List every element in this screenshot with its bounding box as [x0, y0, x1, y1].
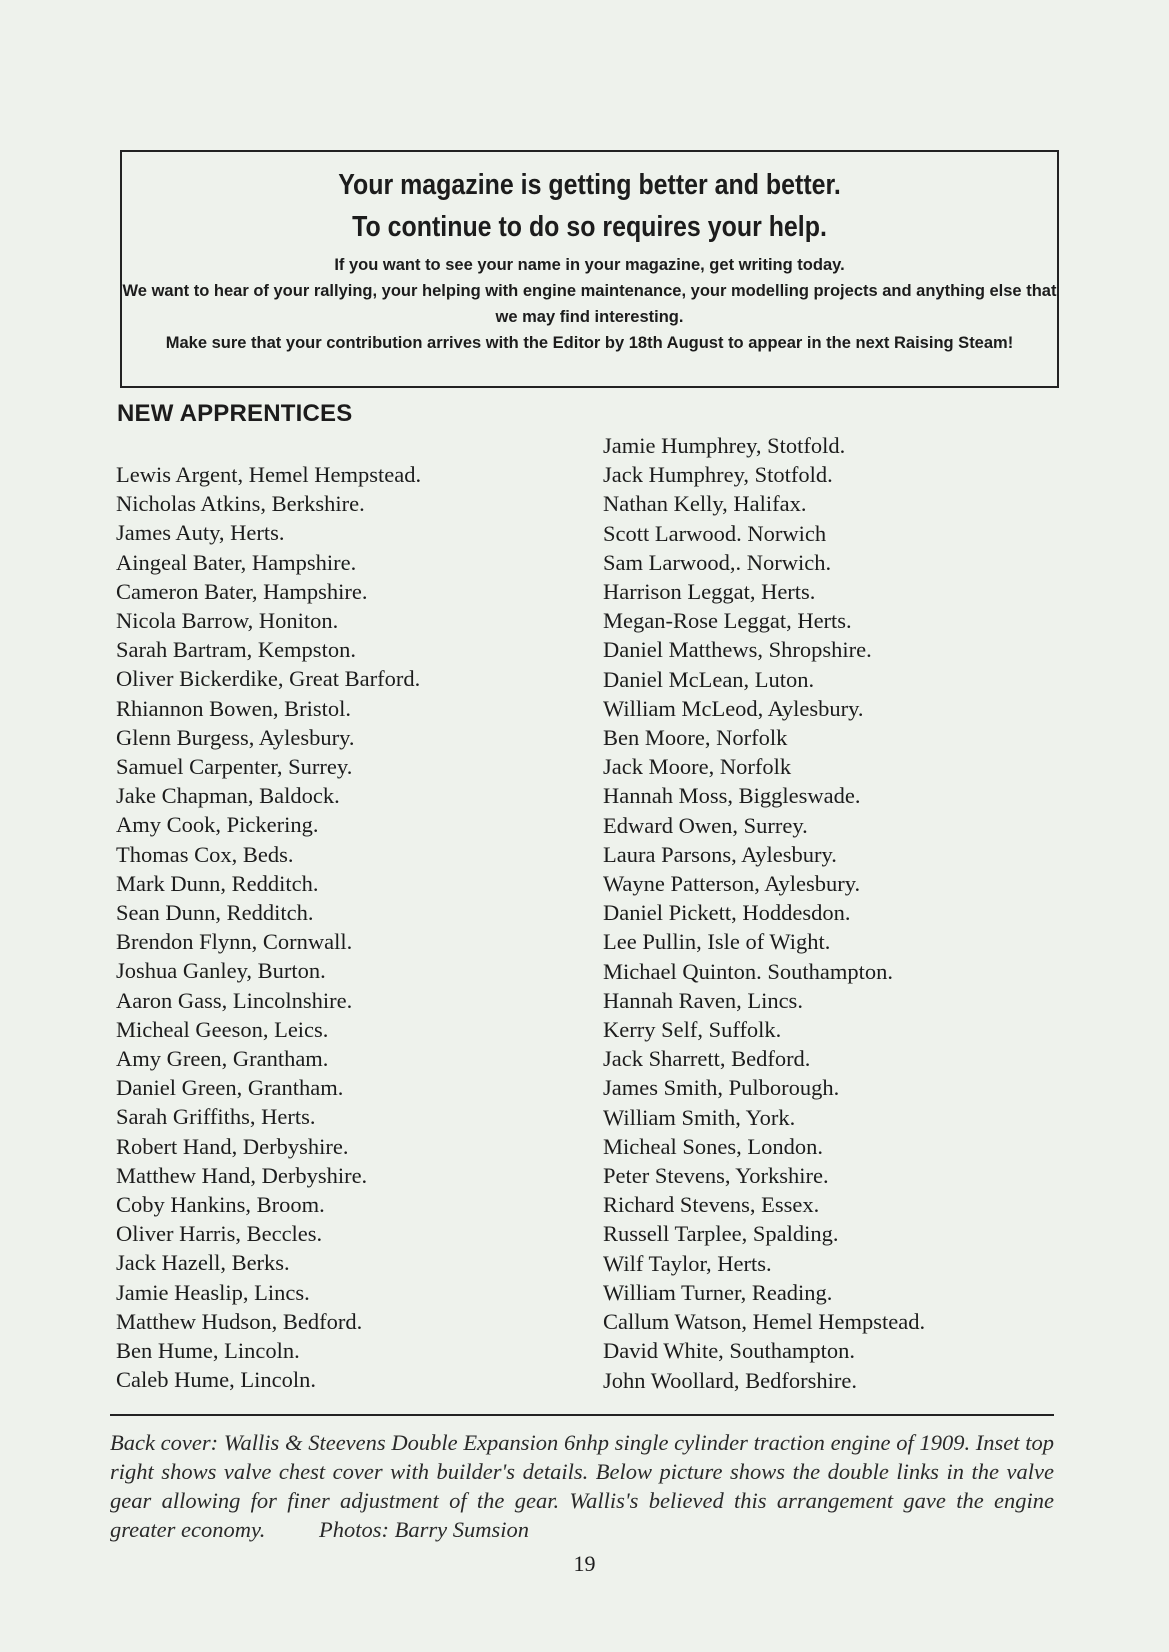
apprentice-entry: Cameron Bater, Hampshire.	[116, 578, 368, 604]
apprentice-entry: William Turner, Reading.	[603, 1279, 833, 1305]
apprentice-entry: Coby Hankins, Broom.	[116, 1192, 325, 1218]
apprentice-entry: Samuel Carpenter, Surrey.	[116, 754, 353, 780]
apprentice-entry: Daniel Pickett, Hoddesdon.	[603, 900, 851, 926]
notice-line-2: We want to hear of your rallying, your helping with engine maintenance, your modelling projects and anything else that we may find interesting.	[122, 282, 1057, 326]
apprentice-entry: Micheal Sones, London.	[603, 1133, 823, 1159]
apprentice-entry: Matthew Hudson, Bedford.	[116, 1308, 363, 1334]
apprentice-entry: Mark Dunn, Redditch.	[116, 870, 319, 896]
apprentice-entry: Micheal Geeson, Leics.	[116, 1016, 329, 1042]
apprentice-entry: Jack Hazell, Berks.	[116, 1250, 290, 1276]
apprentice-entry: James Auty, Herts.	[116, 520, 285, 546]
apprentice-entry: Nathan Kelly, Halifax.	[603, 491, 807, 517]
notice-line-1: If you want to see your name in your magazine, get writing today.	[334, 256, 845, 274]
apprentice-entry: Jamie Humphrey, Stotfold.	[603, 433, 846, 458]
editor-notice-box	[120, 150, 1059, 388]
apprentice-entry: Aingeal Bater, Hampshire.	[116, 549, 357, 575]
apprentice-entry: Lee Pullin, Isle of Wight.	[603, 929, 831, 955]
apprentice-entry: Rhiannon Bowen, Bristol.	[116, 695, 351, 721]
apprentice-entry: Richard Stevens, Essex.	[603, 1192, 820, 1218]
apprentice-entry: Scott Larwood. Norwich	[603, 520, 827, 546]
apprentices-list-left	[116, 460, 421, 1395]
apprentice-entry: Sarah Bartram, Kempston.	[116, 637, 356, 663]
apprentice-entry: James Smith, Pulborough.	[603, 1075, 840, 1101]
apprentice-entry: Wayne Patterson, Aylesbury.	[603, 871, 861, 897]
apprentice-entry: Sean Dunn, Redditch.	[116, 900, 314, 926]
apprentice-entry: Harrison Leggat, Herts.	[603, 579, 816, 605]
apprentice-entry: Russell Tarplee, Spalding.	[603, 1221, 839, 1247]
section-heading: NEW APPRENTICES	[117, 400, 353, 427]
apprentice-entry: Amy Cook, Pickering.	[116, 812, 319, 838]
apprentice-entry: Amy Green, Grantham.	[116, 1046, 329, 1072]
apprentice-entry: John Woollard, Bedforshire.	[603, 1367, 857, 1393]
notice-headline-2: To continue to do so requires your help.	[352, 211, 827, 243]
apprentice-entry: Nicola Barrow, Honiton.	[116, 608, 339, 634]
apprentice-entry: Oliver Harris, Beccles.	[116, 1221, 323, 1247]
divider-line	[110, 1414, 1054, 1416]
apprentice-entry: David White, Southampton.	[603, 1338, 856, 1364]
apprentice-entry: William McLeod, Aylesbury.	[603, 695, 864, 721]
photo-credit: Photos: Barry Sumsion	[319, 1517, 529, 1542]
apprentice-entry: Jamie Heaslip, Lincs.	[116, 1279, 310, 1305]
apprentice-entry: Laura Parsons, Aylesbury.	[603, 841, 837, 867]
apprentice-entry: William Smith, York.	[603, 1104, 796, 1130]
apprentice-entry: Ben Hume, Lincoln.	[116, 1338, 300, 1364]
apprentice-entry: Matthew Hand, Derbyshire.	[116, 1162, 368, 1188]
apprentice-entry: Jack Moore, Norfolk	[603, 754, 792, 780]
caption-text: Back cover: Wallis & Steevens Double Expansion 6nhp single cylinder traction engine of 1909. Inset top right shows valve chest cover with builder's details. Below picture shows the double links in the valve gear allowing for finer adjustment of the gear. Wallis's believed this arrangement gave the engine greater economy.	[110, 1430, 1054, 1542]
apprentice-entry: Nicholas Atkins, Berkshire.	[116, 491, 365, 517]
apprentice-entry: Daniel McLean, Luton.	[603, 666, 815, 692]
apprentice-entry: Lewis Argent, Hemel Hempstead.	[116, 462, 422, 487]
apprentice-entry: Joshua Ganley, Burton.	[116, 958, 326, 984]
apprentice-entry: Sam Larwood,. Norwich.	[603, 549, 832, 575]
apprentice-entry: Jake Chapman, Baldock.	[116, 783, 340, 809]
apprentice-entry: Robert Hand, Derbyshire.	[116, 1133, 349, 1159]
apprentice-entry: Caleb Hume, Lincoln.	[116, 1367, 316, 1393]
apprentice-entry: Jack Sharrett, Bedford.	[603, 1046, 811, 1072]
apprentice-entry: Daniel Matthews, Shropshire.	[603, 637, 872, 663]
apprentice-entry: Wilf Taylor, Herts.	[603, 1250, 772, 1276]
apprentice-entry: Oliver Bickerdike, Great Barford.	[116, 666, 421, 692]
back-cover-caption	[110, 1428, 1054, 1544]
apprentice-entry: Peter Stevens, Yorkshire.	[603, 1163, 829, 1189]
apprentice-entry: Brendon Flynn, Cornwall.	[116, 929, 353, 955]
apprentice-entry: Aaron Gass, Lincolnshire.	[116, 987, 353, 1013]
notice-line-3: Make sure that your contribution arrives with the Editor by 18th August to appear in the next Raising Steam!	[165, 334, 1014, 352]
apprentice-entry: Kerry Self, Suffolk.	[603, 1017, 782, 1043]
notice-headline-1: Your magazine is getting better and better.	[338, 169, 841, 201]
page-number: 19	[573, 1551, 596, 1576]
apprentice-entry: Callum Watson, Hemel Hempstead.	[603, 1309, 926, 1335]
apprentice-entry: Sarah Griffiths, Herts.	[116, 1104, 316, 1130]
apprentice-entry: Michael Quinton. Southampton.	[603, 958, 893, 984]
apprentice-entry: Glenn Burgess, Aylesbury.	[116, 724, 355, 750]
apprentice-entry: Jack Humphrey, Stotfold.	[603, 462, 833, 488]
apprentice-entry: Ben Moore, Norfolk	[603, 725, 788, 751]
apprentice-entry: Thomas Cox, Beds.	[116, 841, 294, 867]
apprentice-entry: Daniel Green, Grantham.	[116, 1075, 344, 1101]
apprentice-entry: Hannah Raven, Lincs.	[603, 987, 803, 1013]
apprentices-list-right	[603, 431, 925, 1395]
apprentice-entry: Hannah Moss, Biggleswade.	[603, 783, 861, 809]
apprentice-entry: Edward Owen, Surrey.	[603, 812, 808, 838]
apprentice-entry: Megan-Rose Leggat, Herts.	[603, 608, 852, 634]
